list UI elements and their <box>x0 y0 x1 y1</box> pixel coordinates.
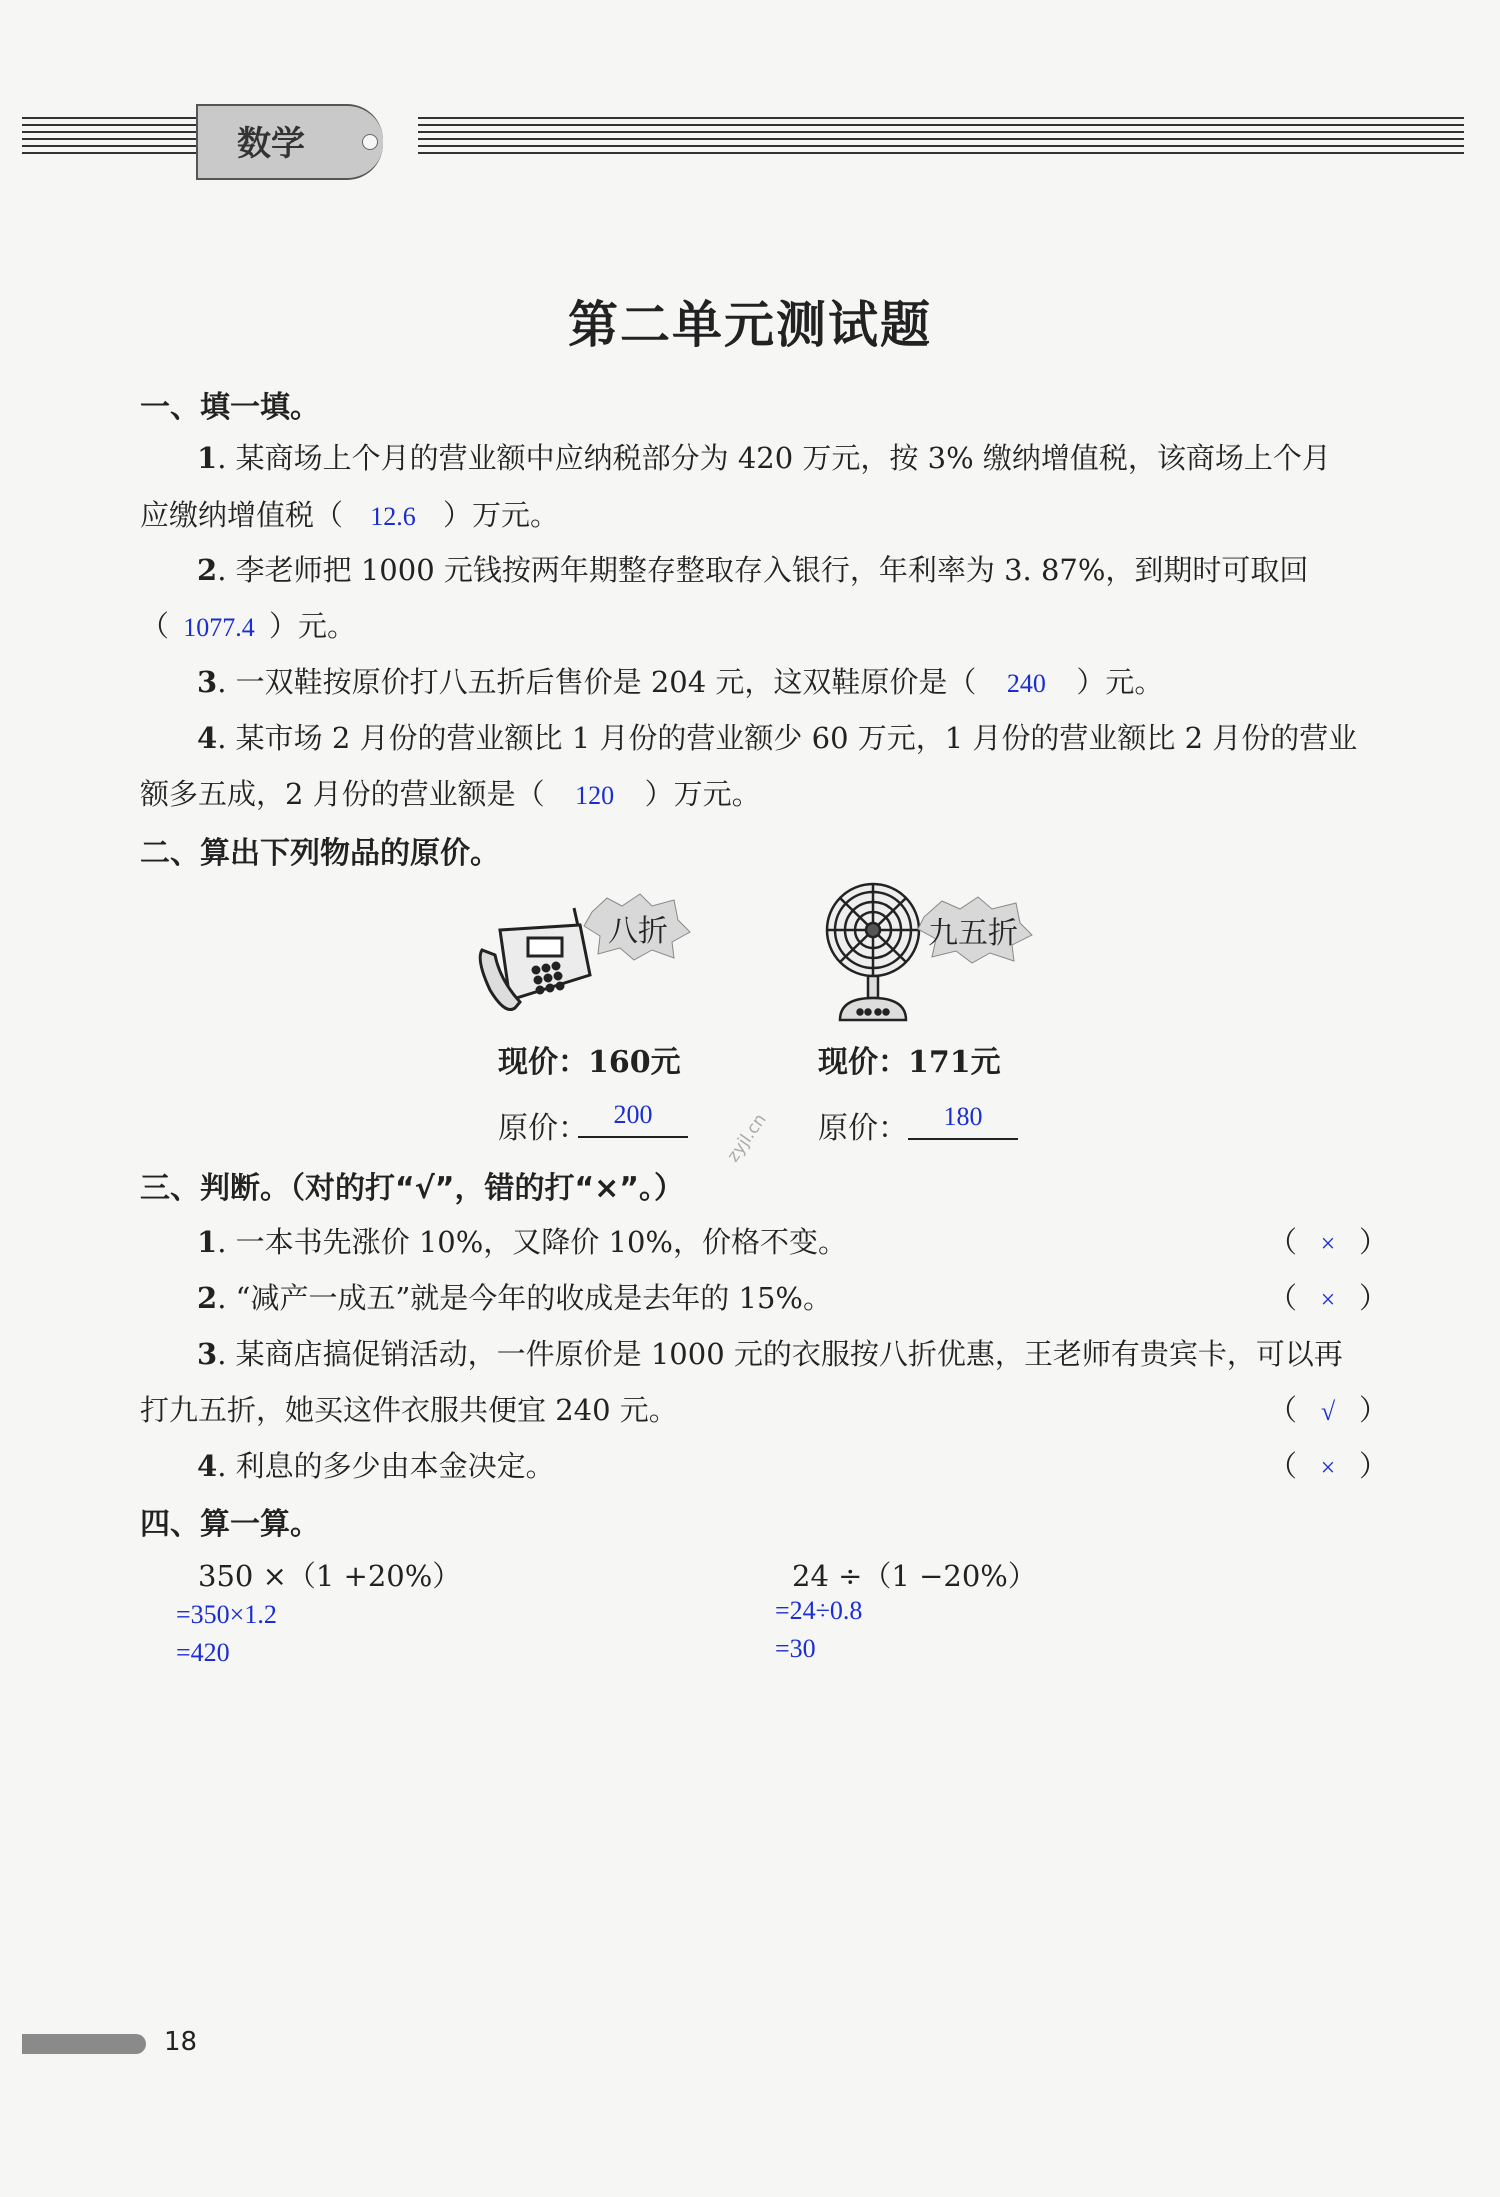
fill-q2-line2: （ 1077.4 ）元。 <box>140 609 357 643</box>
judge-3-paren: （ √ ） <box>1268 1393 1389 1427</box>
tab-dot <box>362 134 378 150</box>
fan-original-answer: 180 <box>943 1102 983 1131</box>
phone-current-price: 现价：160元 <box>498 1045 681 1080</box>
section-2-heading: 二、算出下列物品的原价。 <box>140 836 500 871</box>
calc-2-step-1: =24÷0.8 <box>775 1596 863 1625</box>
calc-1-expression: 350 ×（1 +20%） <box>198 1559 462 1593</box>
judge-2: 2. “减产一成五”就是今年的收成是去年的 15%。 <box>197 1281 832 1315</box>
footer-bar <box>22 2034 146 2054</box>
fill-q1-answer: 12.6 <box>370 502 416 531</box>
judge-3-line2: 打九五折，她买这件衣服共便宜 240 元。 <box>140 1393 678 1427</box>
fill-q1-line2: 应缴纳增值税（ 12.6 ）万元。 <box>140 498 560 532</box>
judge-4: 4. 利息的多少由本金决定。 <box>197 1449 555 1483</box>
fan-discount: 九五折 <box>928 916 1018 951</box>
page-number: 18 <box>164 2027 198 2057</box>
section-4-heading: 四、算一算。 <box>140 1507 320 1542</box>
fill-q4-line2: 额多五成，2 月份的营业额是（ 120 ）万元。 <box>140 777 761 811</box>
fill-q4-line1: 4. 某市场 2 月份的营业额比 1 月份的营业额少 60 万元，1 月份的营业额比 2 月份的营业 <box>197 721 1358 755</box>
fill-q3-line: 3. 一双鞋按原价打八五折后售价是 204 元，这双鞋原价是（ 240 ）元。 <box>197 665 1164 699</box>
phone-original-answer: 200 <box>613 1100 653 1129</box>
judge-2-answer: × <box>1320 1285 1336 1314</box>
judge-4-paren: （ × ） <box>1268 1449 1389 1483</box>
section-1-heading: 一、填一填。 <box>140 390 320 425</box>
judge-1-paren: （ × ） <box>1268 1225 1389 1259</box>
header-rule-left <box>22 117 198 161</box>
section-3-heading: 三、判断。（对的打“√”，错的打“×”。） <box>140 1171 685 1206</box>
judge-3-line1: 3. 某商店搞促销活动，一件原价是 1000 元的衣服按八折优惠，王老师有贵宾卡，可以再 <box>197 1337 1343 1371</box>
fill-q1-line1: 1. 某商场上个月的营业额中应纳税部分为 420 万元，按 3% 缴纳增值税，该商场上个月 <box>197 441 1331 475</box>
fill-q3-answer: 240 <box>1006 669 1046 698</box>
page-title: 第二单元测试题 <box>568 296 932 354</box>
telephone-icon <box>470 890 600 1020</box>
calc-2-step-2: =30 <box>775 1634 816 1663</box>
fill-q2-answer: 1077.4 <box>183 613 255 642</box>
judge-1-answer: × <box>1320 1229 1336 1258</box>
fan-current-price: 现价：171元 <box>818 1045 1001 1080</box>
judge-1: 1. 一本书先涨价 10%，又降价 10%，价格不变。 <box>197 1225 847 1259</box>
phone-original-label: 原价： <box>498 1111 588 1146</box>
judge-2-paren: （ × ） <box>1268 1281 1389 1315</box>
judge-4-answer: × <box>1320 1453 1336 1482</box>
fill-q4-answer: 120 <box>575 781 615 810</box>
calc-2-expression: 24 ÷（1 −20%） <box>792 1559 1037 1593</box>
fill-q2-line1: 2. 李老师把 1000 元钱按两年期整存整取存入银行，年利率为 3. 87%，到期时可取回 <box>197 553 1309 587</box>
header-rule-right <box>418 117 1464 161</box>
calc-1-step-1: =350×1.2 <box>176 1600 277 1629</box>
fan-icon <box>822 880 924 1030</box>
judge-3-answer: √ <box>1320 1397 1336 1426</box>
watermark: zyjl.cn <box>723 1110 771 1166</box>
subject-label: 数学 <box>237 124 305 164</box>
calc-1-step-2: =420 <box>176 1638 230 1667</box>
fan-original-label: 原价： <box>818 1111 908 1146</box>
phone-discount: 八折 <box>608 914 668 949</box>
